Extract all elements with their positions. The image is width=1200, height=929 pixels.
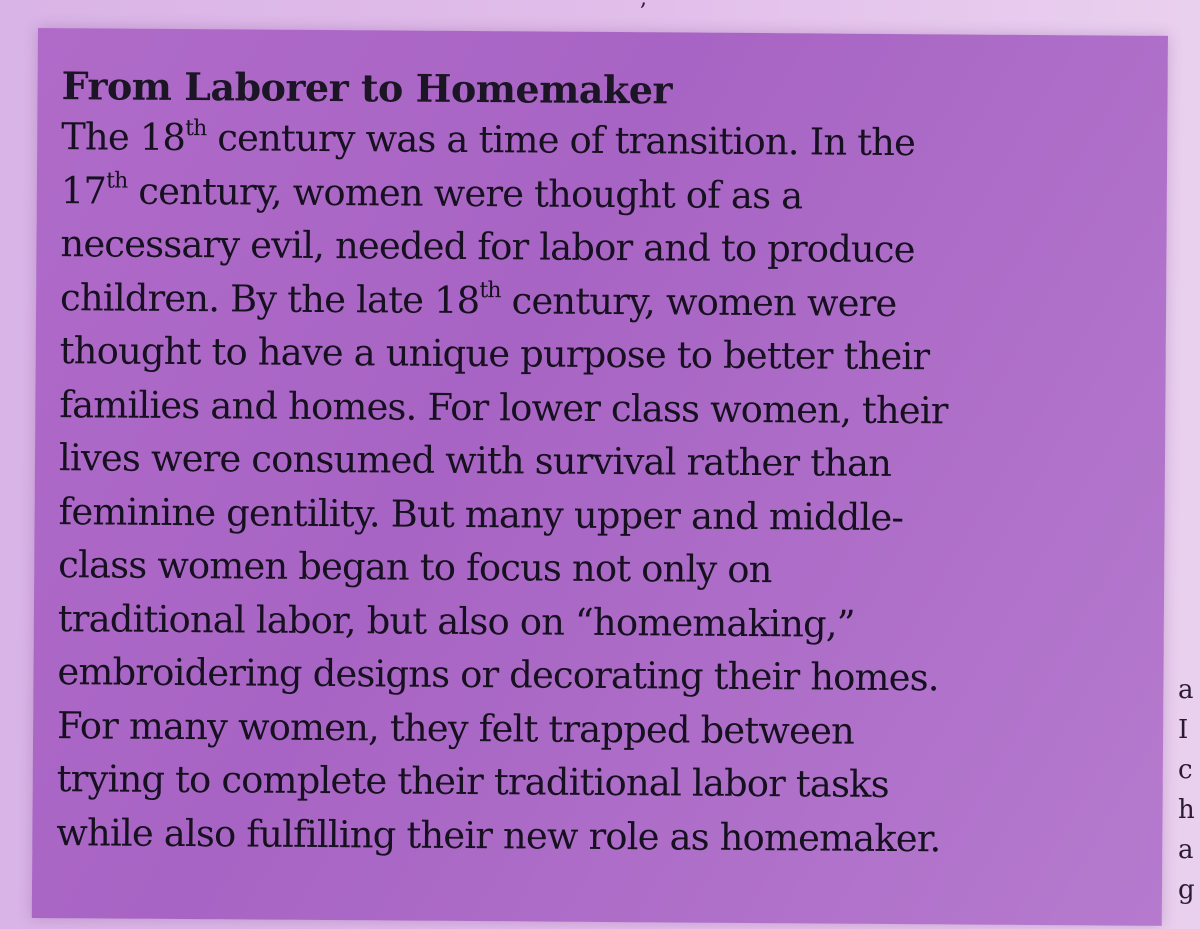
body-line: feminine gentility. But many upper and middle- <box>58 489 904 539</box>
body-line: 17th century, women were thought of as a <box>60 168 803 217</box>
panel-body <box>56 110 1151 867</box>
edge-fragment: g <box>1178 875 1195 905</box>
body-line: For many women, they felt trapped between <box>56 703 855 753</box>
edge-fragment: a <box>1178 675 1194 705</box>
panel-content <box>56 62 1152 867</box>
body-line: lives were consumed with survival rather than <box>58 436 892 485</box>
body-line: class women began to focus not only on <box>58 543 772 592</box>
body-line: families and homes. For lower class women, their <box>59 382 948 432</box>
body-line: children. By the late 18th century, women were <box>59 275 897 325</box>
body-line: embroidering designs or decorating their homes. <box>57 650 939 700</box>
body-line: thought to have a unique purpose to better their <box>59 329 930 379</box>
body-line: The 18th century was a time of transition. In the <box>61 115 916 165</box>
edge-fragment: a <box>1178 835 1194 865</box>
cropped-text-fragment-top <box>640 0 670 6</box>
adjacent-panel-edge-text <box>1178 670 1200 929</box>
edge-fragment: I <box>1178 715 1189 745</box>
body-line: while also fulfilling their new role as homemaker. <box>56 810 941 860</box>
panel-heading: From Laborer to Homemaker <box>61 63 673 113</box>
edge-fragment: c <box>1178 755 1193 785</box>
body-line: necessary evil, needed for labor and to produce <box>60 222 915 272</box>
body-line: trying to complete their traditional labor tasks <box>56 757 889 806</box>
exhibit-text-panel <box>32 28 1168 926</box>
edge-fragment: h <box>1178 795 1195 825</box>
body-line: traditional labor, but also on “homemaking,” <box>57 596 855 646</box>
